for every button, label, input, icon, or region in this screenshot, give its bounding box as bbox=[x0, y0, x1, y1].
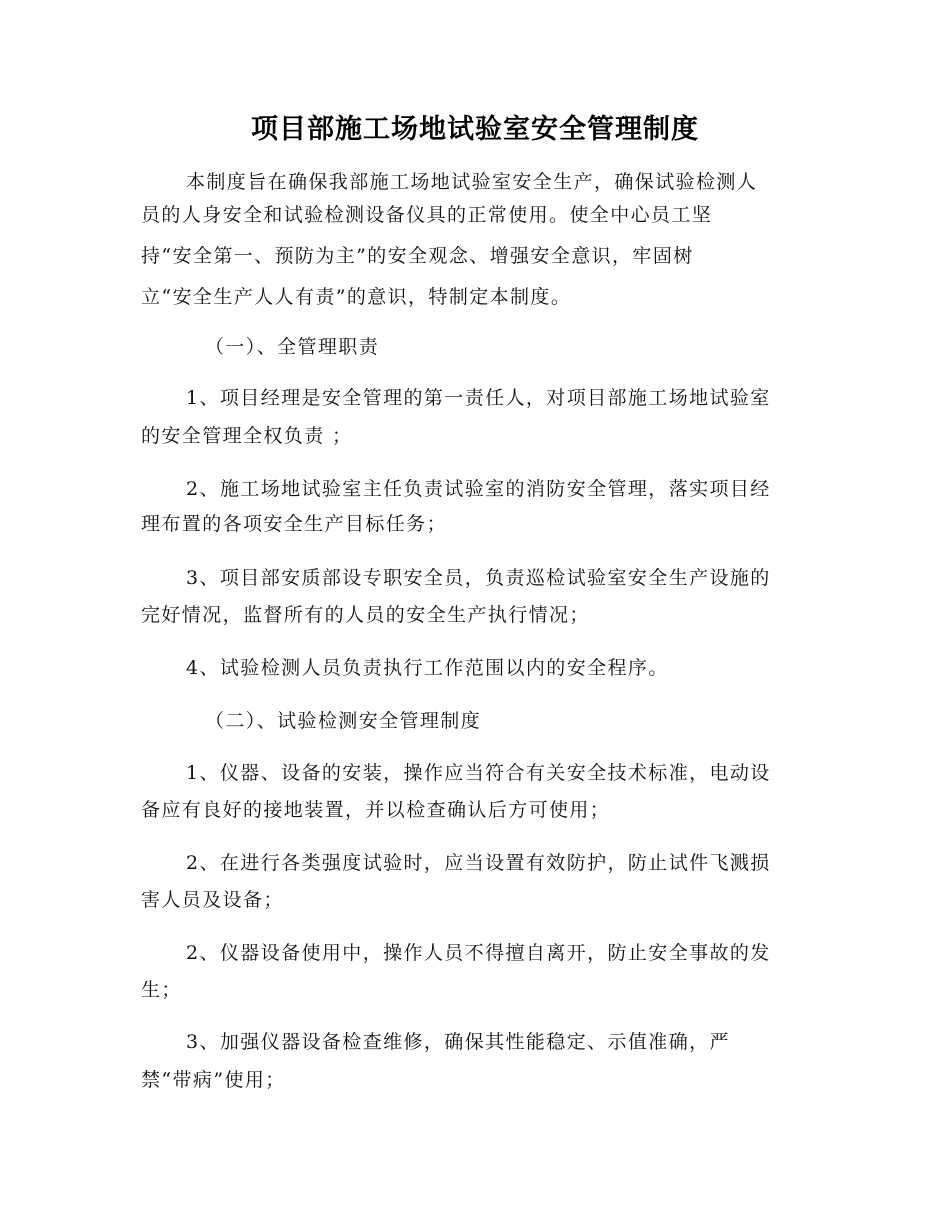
document-title: 项目部施工场地试验室安全管理制度 bbox=[251, 114, 699, 145]
intro-line-1: 本制度旨在确保我部施工场地试验室安全生产，确保试验检测人 bbox=[186, 171, 758, 193]
section-1-heading: （一）、全管理职责 bbox=[205, 336, 380, 358]
s2-item-4-line-1: 3、加强仪器设备检查维修，确保其性能稳定、示值准确，严 bbox=[186, 1031, 730, 1053]
intro-line-2: 员的人身安全和试验检测设备仪具的正常使用。使全中心员工坚 bbox=[141, 204, 713, 226]
s1-item-2-line-1: 2、施工场地试验室主任负责试验室的消防安全管理，落实项目经 bbox=[186, 478, 771, 500]
s1-item-3-line-2: 完好情况，监督所有的人员的安全生产执行情况； bbox=[141, 604, 590, 626]
s2-item-2-line-1: 2、在进行各类强度试验时，应当设置有效防护，防止试件飞溅损 bbox=[186, 852, 771, 874]
s2-item-4-line-2: 禁“带病”使用； bbox=[141, 1069, 286, 1091]
s2-item-1-line-1: 1、仪器、设备的安装，操作应当符合有关安全技术标准，电动设 bbox=[186, 762, 771, 784]
section-2-heading: （二）、试验检测安全管理制度 bbox=[205, 710, 482, 732]
s2-item-2-line-2: 害人员及设备； bbox=[141, 889, 284, 911]
s1-item-1-line-1: 1、项目经理是安全管理的第一责任人，对项目部施工场地试验室 bbox=[186, 387, 771, 409]
s1-item-2-line-2: 理布置的各项安全生产目标任务； bbox=[141, 513, 448, 535]
intro-line-3: 持“安全第一、预防为主”的安全观念、增强安全意识，牢固树 bbox=[141, 245, 694, 267]
s2-item-1-line-2: 备应有良好的接地装置，并以检查确认后方可使用； bbox=[141, 799, 611, 821]
s1-item-3-line-1: 3、项目部安质部设专职安全员，负责巡检试验室安全生产设施的 bbox=[186, 567, 771, 589]
s1-item-1-line-2: 的安全管理全权负责 ； bbox=[141, 425, 353, 447]
s1-item-4-line-1: 4、试验检测人员负责执行工作范围以内的安全程序。 bbox=[186, 657, 669, 679]
s2-item-3-line-1: 2、仪器设备使用中，操作人员不得擅自离开，防止安全事故的发 bbox=[186, 942, 771, 964]
intro-line-4: 立“安全生产人人有责”的意识，特制定本制度。 bbox=[141, 286, 572, 308]
s2-item-3-line-2: 生； bbox=[141, 979, 182, 1001]
